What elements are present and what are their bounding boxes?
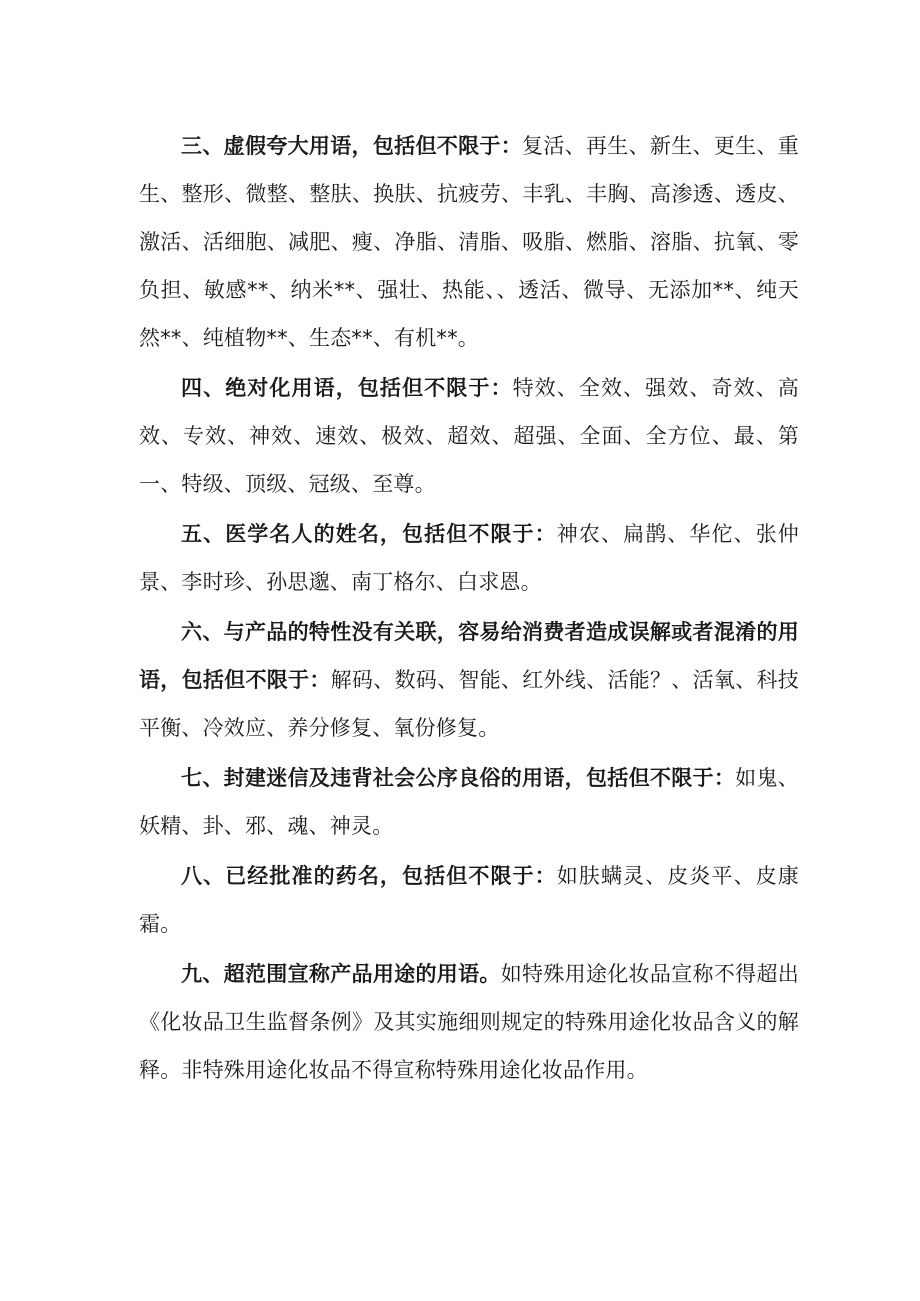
section-body: 解码、数码、智能、红外线、活能？、活氧、科技平衡、冷效应、养分修复、氧份修复。 [139, 668, 799, 740]
section-body: 复活、再生、新生、更生、重生、整形、微整、整肤、换肤、抗疲劳、丰乳、丰胸、高渗透、透皮、激活、活细胞、减肥、瘦、净脂、清脂、吸脂、燃脂、溶脂、抗氧、零负担、敏感**、纳米**、强壮、热能、、透活、微导、无添加**、纯天然**、纯植物**、生态**、有机**。 [139, 134, 799, 350]
document-body [139, 122, 799, 1094]
paragraph-section-3 [139, 122, 799, 362]
section-heading: 八、已经批准的药名，包括但不限于： [181, 864, 557, 888]
paragraph-section-5 [139, 510, 799, 606]
section-body: 特效、全效、强效、奇效、高效、专效、神效、速效、极效、超效、超强、全面、全方位、最、第一、特级、顶级、冠级、至尊。 [139, 376, 800, 496]
section-heading: 九、超范围宣称产品用途的用语。 [181, 962, 501, 986]
section-body: 如肤螨灵、皮炎平、皮康霜。 [139, 864, 799, 936]
paragraph-section-9 [139, 950, 799, 1094]
section-heading: 四、绝对化用语，包括但不限于： [181, 376, 513, 400]
section-heading: 六、与产品的特性没有关联，容易给消费者造成误解或者混淆的用语，包括但不限于： [139, 620, 799, 692]
section-heading: 七、封建迷信及违背社会公序良俗的用语，包括但不限于： [181, 766, 736, 790]
section-heading: 三、虚假夸大用语，包括但不限于： [181, 134, 523, 158]
paragraph-section-8 [139, 852, 799, 948]
paragraph-section-6 [139, 608, 799, 752]
paragraph-section-7 [139, 754, 799, 850]
section-heading: 五、医学名人的姓名，包括但不限于： [181, 522, 557, 546]
section-body: 神农、扁鹊、华佗、张仲景、李时珍、孙思邈、南丁格尔、白求恩。 [139, 522, 799, 594]
paragraph-section-4 [139, 364, 799, 508]
section-body: 如特殊用途化妆品宣称不得超出《化妆品卫生监督条例》及其实施细则规定的特殊用途化妆品含义的解释。非特殊用途化妆品不得宣称特殊用途化妆品作用。 [139, 962, 799, 1082]
section-body: 如鬼、妖精、卦、邪、魂、神灵。 [139, 766, 799, 838]
